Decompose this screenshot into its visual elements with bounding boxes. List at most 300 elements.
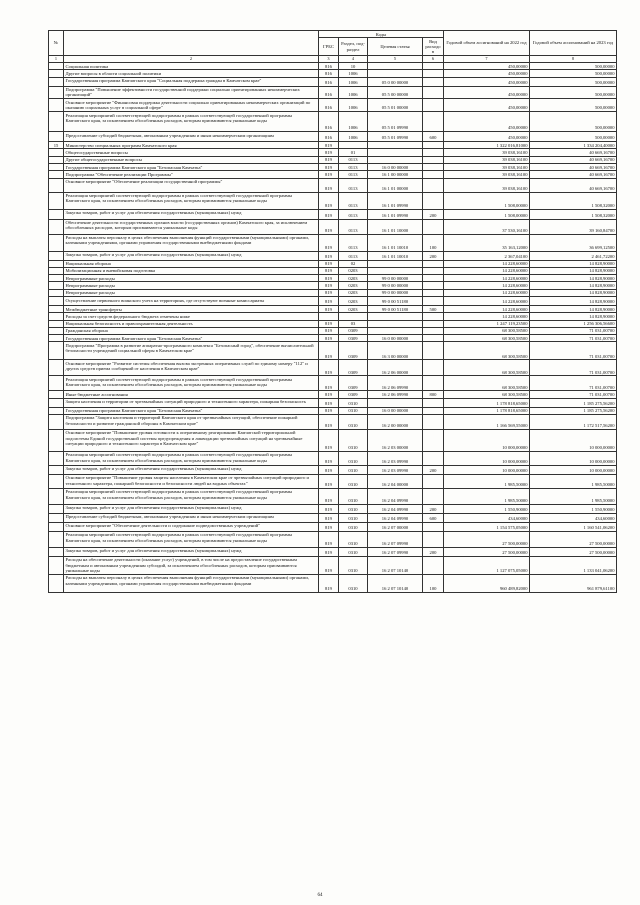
- row-volume-2022: 10 000,00000: [444, 429, 530, 451]
- table-row: [49, 267, 617, 274]
- row-section: 0203: [339, 306, 368, 313]
- row-grbs: 819: [319, 149, 339, 156]
- table-row: [49, 531, 617, 547]
- row-grbs: 816: [319, 99, 339, 112]
- table-row: [49, 547, 617, 556]
- row-volume-2022: 39 038,16100: [444, 156, 530, 163]
- row-number: [49, 414, 64, 429]
- row-volume-2022: 37 530,16100: [444, 219, 530, 234]
- row-grbs: 819: [319, 513, 339, 522]
- row-number: [49, 513, 64, 522]
- row-expense-type: [423, 313, 444, 320]
- row-target-article: 05 5 01 09990: [368, 132, 423, 142]
- row-volume-2023: 1 985,50000: [530, 474, 617, 488]
- row-name: Основное мероприятие "Повышение уровня готовности к оперативному реагированию Камчатской территориальной подсистемы Единой государственной системы предупреждения и ликвидации чрезвычайных ситуаций на чрезвычайные ситуации природного и техногенного характера в Камчатском крае": [64, 429, 319, 451]
- table-row: [49, 171, 617, 178]
- row-name: Министерство специальных программ Камчатского края: [64, 142, 319, 149]
- row-target-article: 05 5 01 00000: [368, 99, 423, 112]
- row-number: [49, 178, 64, 192]
- row-grbs: 819: [319, 156, 339, 163]
- row-number: [49, 171, 64, 178]
- row-volume-2022: 10 000,00000: [444, 451, 530, 465]
- table-row: [49, 474, 617, 488]
- row-volume-2022: 434,60000: [444, 513, 530, 522]
- row-number: 15: [49, 142, 64, 149]
- row-target-article: 16 2 04 09990: [368, 488, 423, 504]
- row-volume-2023: 961 879,61100: [530, 574, 617, 592]
- row-section: 0310: [339, 414, 368, 429]
- row-number: [49, 342, 64, 360]
- row-name: Иные бюджетные ассигнования: [64, 391, 319, 398]
- column-number: 6: [423, 56, 444, 63]
- row-section: 0203: [339, 275, 368, 282]
- row-grbs: 819: [319, 391, 339, 398]
- row-name: Национальная безопасность и правоохранительная деятельность: [64, 320, 319, 327]
- row-name: Государственная программа Камчатского края "Социальная поддержка граждан в Камчатском крае": [64, 77, 319, 86]
- row-number: [49, 376, 64, 391]
- row-number: [49, 474, 64, 488]
- table-row: [49, 429, 617, 451]
- row-grbs: 819: [319, 407, 339, 414]
- row-target-article: 16 2 03 09990: [368, 465, 423, 474]
- row-grbs: 819: [319, 251, 339, 260]
- row-number: [49, 275, 64, 282]
- row-target-article: [368, 320, 423, 327]
- row-grbs: 819: [319, 327, 339, 334]
- row-number: [49, 63, 64, 70]
- row-expense-type: [423, 156, 444, 163]
- row-volume-2023: 10 000,00000: [530, 465, 617, 474]
- row-expense-type: [423, 474, 444, 488]
- row-grbs: 819: [319, 260, 339, 267]
- row-volume-2022: 27 500,00000: [444, 531, 530, 547]
- row-target-article: [368, 156, 423, 163]
- row-expense-type: 200: [423, 547, 444, 556]
- row-volume-2023: 40 669,16700: [530, 178, 617, 192]
- row-volume-2022: 1 178 818,65000: [444, 407, 530, 414]
- row-name: Закупка товаров, работ и услуг для обеспечения государственных (муниципальных) нужд: [64, 465, 319, 474]
- row-volume-2022: 68 300,58500: [444, 376, 530, 391]
- row-volume-2023: 71 031,00700: [530, 376, 617, 391]
- row-target-article: 16 2 07 10140: [368, 556, 423, 574]
- row-grbs: 816: [319, 132, 339, 142]
- table-row: [49, 251, 617, 260]
- row-volume-2023: 1 185 275,56200: [530, 398, 617, 407]
- row-volume-2022: 68 300,58500: [444, 360, 530, 376]
- row-volume-2022: 39 038,16100: [444, 149, 530, 156]
- row-grbs: 819: [319, 320, 339, 327]
- row-volume-2022: 14 228,60000: [444, 306, 530, 313]
- row-section: 0309: [339, 360, 368, 376]
- row-target-article: [368, 260, 423, 267]
- row-expense-type: [423, 275, 444, 282]
- row-volume-2022: 39 038,16100: [444, 178, 530, 192]
- row-volume-2023: 14 828,90000: [530, 289, 617, 296]
- row-volume-2022: 1 322 016,81000: [444, 142, 530, 149]
- column-number: 1: [49, 56, 64, 63]
- row-volume-2023: 71 031,00700: [530, 342, 617, 360]
- row-volume-2022: 14 228,60000: [444, 313, 530, 320]
- row-grbs: 819: [319, 164, 339, 171]
- row-number: [49, 260, 64, 267]
- row-grbs: 819: [319, 267, 339, 274]
- row-name: Закупка товаров, работ и услуг для обеспечения государственных (муниципальных) нужд: [64, 251, 319, 260]
- row-section: 02: [339, 260, 368, 267]
- row-name: Расходы на выплаты персоналу в целях обеспечения выполнения функций государственными (муниципальными) органами, казенными учреждениями, органами управления государственными внебюджетными фондами: [64, 234, 319, 251]
- row-expense-type: [423, 178, 444, 192]
- row-section: 0113: [339, 178, 368, 192]
- row-expense-type: 200: [423, 251, 444, 260]
- header-name: [64, 31, 319, 56]
- row-name: Основное мероприятие "Финансовая поддержка деятельности социально ориентированных некоммерческих организаций по оказанию социальных услуг в социальной сфере": [64, 99, 319, 112]
- row-expense-type: [423, 376, 444, 391]
- row-volume-2022: 1 508,00000: [444, 209, 530, 219]
- row-name: Расходы на выплаты персоналу в целях обеспечения выполнения функций государственными (муниципальными) органами, казенными учреждениями, органами управления государственными внебюджетными фондами: [64, 574, 319, 592]
- row-expense-type: [423, 522, 444, 531]
- row-volume-2022: 450,00000: [444, 99, 530, 112]
- row-section: 0113: [339, 209, 368, 219]
- row-expense-type: 200: [423, 465, 444, 474]
- row-name: Предоставление субсидий бюджетным, автономным учреждениям и иным некоммерческим организациям: [64, 513, 319, 522]
- row-grbs: 819: [319, 342, 339, 360]
- row-name: Государственная программа Камчатского края "Безопасная Камчатка": [64, 407, 319, 414]
- row-number: [49, 522, 64, 531]
- row-target-article: 99 0 00 51180: [368, 306, 423, 313]
- row-number: [49, 99, 64, 112]
- row-number: [49, 156, 64, 163]
- row-name: Расходы на обеспечение деятельности (оказание услуг) учреждений, в том числе на предоставление государственным бюджетным и автономным учреждениям субсидий, за исключением обособленных расходов, которым присваиваются уникальные коды: [64, 556, 319, 574]
- row-section: 0309: [339, 327, 368, 334]
- row-volume-2023: 40 669,16700: [530, 149, 617, 156]
- row-number: [49, 313, 64, 320]
- row-expense-type: 100: [423, 234, 444, 251]
- row-number: [49, 77, 64, 86]
- row-name: Закупка товаров, работ и услуг для обеспечения государственных (муниципальных) нужд: [64, 209, 319, 219]
- row-volume-2022: 1 985,50000: [444, 488, 530, 504]
- row-volume-2023: 500,00000: [530, 132, 617, 142]
- row-section: 0310: [339, 429, 368, 451]
- row-expense-type: [423, 488, 444, 504]
- table-row: [49, 320, 617, 327]
- row-volume-2022: 2 367,04100: [444, 251, 530, 260]
- row-expense-type: [423, 112, 444, 132]
- row-target-article: [368, 149, 423, 156]
- row-volume-2023: 71 031,00700: [530, 335, 617, 342]
- row-volume-2023: 500,00000: [530, 77, 617, 86]
- row-target-article: 16 2 07 10140: [368, 574, 423, 592]
- row-number: [49, 86, 64, 99]
- table-row: [49, 342, 617, 360]
- table-row: [49, 282, 617, 289]
- row-name: Государственная программа Камчатского края "Безопасная Камчатка": [64, 164, 319, 171]
- row-name: Подпрограмма "Обеспечение реализации Программы": [64, 171, 319, 178]
- row-section: 1006: [339, 70, 368, 77]
- row-grbs: 819: [319, 275, 339, 282]
- row-number: [49, 360, 64, 376]
- row-section: 0310: [339, 531, 368, 547]
- row-section: 1006: [339, 112, 368, 132]
- row-target-article: 16 2 07 09990: [368, 531, 423, 547]
- row-expense-type: 100: [423, 574, 444, 592]
- row-expense-type: [423, 192, 444, 209]
- row-target-article: 16 0 00 00000: [368, 164, 423, 171]
- row-target-article: 16 1 01 09990: [368, 209, 423, 219]
- row-volume-2023: 2 461,72200: [530, 251, 617, 260]
- row-section: 03: [339, 320, 368, 327]
- row-target-article: [368, 63, 423, 70]
- table-row: [49, 178, 617, 192]
- row-target-article: 16 1 01 10010: [368, 251, 423, 260]
- row-target-article: [368, 267, 423, 274]
- column-number: 2: [64, 56, 319, 63]
- row-expense-type: [423, 142, 444, 149]
- row-name: Реализация мероприятий соответствующей подпрограммы в рамках соответствующей государственной программы Камчатского края, за исключением обособленных расходов, которым присваиваются уникальные коды: [64, 488, 319, 504]
- row-name: Гражданская оборона: [64, 327, 319, 334]
- row-name: Реализация мероприятий соответствующей подпрограммы в рамках соответствующей государственной программы Камчатского края, за исключением обособленных расходов, которым присваиваются уникальные коды: [64, 376, 319, 391]
- row-volume-2023: 10 000,00000: [530, 429, 617, 451]
- row-volume-2023: 14 828,90000: [530, 260, 617, 267]
- table-row: [49, 275, 617, 282]
- table-row: [49, 156, 617, 163]
- row-volume-2023: 1 508,32000: [530, 192, 617, 209]
- row-volume-2023: 14 828,90000: [530, 275, 617, 282]
- column-number: 7: [444, 56, 530, 63]
- row-expense-type: 800: [423, 391, 444, 398]
- row-expense-type: [423, 282, 444, 289]
- row-number: [49, 306, 64, 313]
- row-number: [49, 488, 64, 504]
- row-volume-2023: 500,00000: [530, 112, 617, 132]
- row-number: [49, 398, 64, 407]
- row-grbs: 819: [319, 556, 339, 574]
- table-row: [49, 234, 617, 251]
- row-section: 0203: [339, 267, 368, 274]
- row-name: Реализация мероприятий соответствующей подпрограммы в рамках соответствующей государственной программы Камчатского края, за исключением обособленных расходов, которым присваиваются уникальные коды: [64, 451, 319, 465]
- row-number: [49, 112, 64, 132]
- row-expense-type: [423, 297, 444, 306]
- row-section: 01: [339, 149, 368, 156]
- row-target-article: 05 0 00 00000: [368, 77, 423, 86]
- row-number: [49, 531, 64, 547]
- row-grbs: 819: [319, 465, 339, 474]
- row-target-article: 16 2 06 00000: [368, 360, 423, 376]
- row-name: Непрограммные расходы: [64, 282, 319, 289]
- row-target-article: 16 3 00 00000: [368, 342, 423, 360]
- row-grbs: 816: [319, 112, 339, 132]
- budget-table: [48, 30, 617, 593]
- row-number: [49, 70, 64, 77]
- row-number: [49, 192, 64, 209]
- row-volume-2023: 1 550,90000: [530, 504, 617, 513]
- row-grbs: 819: [319, 219, 339, 234]
- table-row: [49, 398, 617, 407]
- row-volume-2022: 68 300,58500: [444, 391, 530, 398]
- row-number: [49, 251, 64, 260]
- row-expense-type: [423, 164, 444, 171]
- row-expense-type: [423, 86, 444, 99]
- row-target-article: 16 1 01 10000: [368, 219, 423, 234]
- row-number: [49, 320, 64, 327]
- header-row-1: [49, 31, 617, 38]
- row-volume-2022: 1 127 075,05000: [444, 556, 530, 574]
- row-target-article: 16 0 00 00000: [368, 335, 423, 342]
- row-volume-2023: 71 031,00700: [530, 360, 617, 376]
- row-target-article: 16 2 04 09990: [368, 504, 423, 513]
- row-grbs: 816: [319, 63, 339, 70]
- row-volume-2022: 1 247 119,23500: [444, 320, 530, 327]
- table-row: [49, 414, 617, 429]
- row-target-article: 16 2 03 00000: [368, 429, 423, 451]
- row-target-article: [368, 313, 423, 320]
- row-volume-2023: 14 828,90000: [530, 313, 617, 320]
- row-expense-type: [423, 360, 444, 376]
- table-row: [49, 63, 617, 70]
- row-number: [49, 391, 64, 398]
- row-volume-2022: 14 228,60000: [444, 297, 530, 306]
- budget-rows: [49, 63, 617, 593]
- row-name: Подпрограмма "Повышение эффективности государственной поддержки социально ориентированных некоммерческих организаций": [64, 86, 319, 99]
- row-name: Реализация мероприятий соответствующей подпрограммы в рамках соответствующей государственной программы Камчатского края, за исключением обособленных расходов, которым присваиваются уникальные коды: [64, 531, 319, 547]
- row-name: Межбюджетные трансферты: [64, 306, 319, 313]
- row-expense-type: [423, 429, 444, 451]
- header-grbs: ГРБС: [319, 38, 339, 56]
- row-volume-2023: 39 160,84700: [530, 219, 617, 234]
- row-expense-type: 200: [423, 209, 444, 219]
- row-target-article: 99 0 00 00000: [368, 275, 423, 282]
- row-grbs: 819: [319, 282, 339, 289]
- row-name: Закупка товаров, работ и услуг для обеспечения государственных (муниципальных) нужд: [64, 547, 319, 556]
- row-name: Реализация мероприятий соответствующей подпрограммы в рамках соответствующей государственной программы Камчатского края, за исключением обособленных расходов, которым присваиваются уникальные коды: [64, 192, 319, 209]
- row-volume-2023: 40 669,16700: [530, 164, 617, 171]
- row-section: 10: [339, 63, 368, 70]
- row-volume-2023: 1 256 306,56600: [530, 320, 617, 327]
- row-expense-type: [423, 451, 444, 465]
- row-number: [49, 297, 64, 306]
- row-volume-2022: 960 489,82000: [444, 574, 530, 592]
- row-expense-type: 200: [423, 504, 444, 513]
- row-section: 0309: [339, 391, 368, 398]
- row-grbs: 816: [319, 77, 339, 86]
- row-volume-2022: 14 228,60000: [444, 275, 530, 282]
- table-row: [49, 142, 617, 149]
- row-grbs: 819: [319, 429, 339, 451]
- row-name: Национальная оборона: [64, 260, 319, 267]
- row-volume-2022: 68 300,58500: [444, 342, 530, 360]
- row-volume-2023: 40 669,16700: [530, 156, 617, 163]
- row-name: Основное мероприятие "Обеспечение деятельности и содержание подведомственных учреждений": [64, 522, 319, 531]
- row-volume-2023: 1 160 541,06200: [530, 522, 617, 531]
- row-volume-2023: 500,00000: [530, 86, 617, 99]
- row-number: [49, 327, 64, 334]
- row-volume-2022: 450,00000: [444, 86, 530, 99]
- row-grbs: 819: [319, 297, 339, 306]
- row-section: 0310: [339, 513, 368, 522]
- row-name: Мобилизационная и вневойсковая подготовка: [64, 267, 319, 274]
- row-name: Непрограммные расходы: [64, 289, 319, 296]
- row-section: 0203: [339, 289, 368, 296]
- row-number: [49, 574, 64, 592]
- row-grbs: 819: [319, 414, 339, 429]
- row-volume-2023: 1 985,50000: [530, 488, 617, 504]
- row-number: [49, 164, 64, 171]
- row-expense-type: [423, 335, 444, 342]
- row-section: 0203: [339, 282, 368, 289]
- row-section: 0310: [339, 474, 368, 488]
- table-row: [49, 149, 617, 156]
- row-grbs: 819: [319, 574, 339, 592]
- row-number: [49, 407, 64, 414]
- row-volume-2023: 27 500,00000: [530, 531, 617, 547]
- row-grbs: [319, 313, 339, 320]
- table-row: [49, 522, 617, 531]
- row-target-article: 16 2 04 00000: [368, 474, 423, 488]
- page-number: 64: [317, 893, 323, 898]
- row-section: 0310: [339, 407, 368, 414]
- row-name: Общегосударственные вопросы: [64, 149, 319, 156]
- row-number: [49, 149, 64, 156]
- column-number: 5: [368, 56, 423, 63]
- row-volume-2022: 1 550,90000: [444, 504, 530, 513]
- row-grbs: 819: [319, 522, 339, 531]
- row-name: Обеспечение деятельности государственных органов власти (государственных органов) Камчатского края, за исключением обособленных расходов, которым присваиваются уникальные коды: [64, 219, 319, 234]
- row-grbs: 819: [319, 178, 339, 192]
- row-number: [49, 547, 64, 556]
- table-row: [49, 70, 617, 77]
- row-name: Подпрограмма "Защита населения и территорий Камчатского края от чрезвычайных ситуаций, обеспечение пожарной безопасности и развитие гражданской обороны в Камчатском крае": [64, 414, 319, 429]
- row-volume-2022: 14 228,60000: [444, 282, 530, 289]
- table-row: [49, 327, 617, 334]
- row-volume-2023: 71 031,00700: [530, 327, 617, 334]
- table-row: [49, 574, 617, 592]
- row-volume-2023: 40 669,16700: [530, 171, 617, 178]
- table-row: [49, 335, 617, 342]
- row-name: Осуществление первичного воинского учета на территориях, где отсутствуют военные комиссариаты: [64, 297, 319, 306]
- row-expense-type: [423, 219, 444, 234]
- row-volume-2023: 500,00000: [530, 63, 617, 70]
- row-volume-2023: 14 828,90000: [530, 282, 617, 289]
- column-number: 4: [339, 56, 368, 63]
- table-row: [49, 376, 617, 391]
- row-grbs: 819: [319, 360, 339, 376]
- row-target-article: 16 2 00 00000: [368, 414, 423, 429]
- row-volume-2023: 1 508,32000: [530, 209, 617, 219]
- row-number: [49, 451, 64, 465]
- header-codes: Коды: [319, 31, 444, 38]
- row-volume-2022: 450,00000: [444, 132, 530, 142]
- row-section: 0310: [339, 504, 368, 513]
- row-target-article: 16 2 06 09990: [368, 376, 423, 391]
- row-section: 1006: [339, 77, 368, 86]
- row-name: Основное мероприятие "Повышение уровня защиты населения в Камчатском крае от чрезвычайных ситуаций природного и техногенного характера, пожарной безопасности и безопасности людей на водных объектах": [64, 474, 319, 488]
- row-grbs: 819: [319, 451, 339, 465]
- row-section: 0113: [339, 192, 368, 209]
- table-row: [49, 219, 617, 234]
- header-num: №: [49, 31, 64, 56]
- row-section: 0310: [339, 465, 368, 474]
- table-row: [49, 513, 617, 522]
- table-row: [49, 465, 617, 474]
- row-number: [49, 335, 64, 342]
- table-row: [49, 77, 617, 86]
- row-expense-type: [423, 531, 444, 547]
- table-row: [49, 132, 617, 142]
- row-expense-type: 600: [423, 513, 444, 522]
- row-volume-2023: 434,60000: [530, 513, 617, 522]
- row-target-article: 99 0 00 00000: [368, 282, 423, 289]
- row-volume-2023: 1 172 517,56200: [530, 414, 617, 429]
- row-target-article: 16 1 01 09990: [368, 192, 423, 209]
- row-name: Основное мероприятие "Обеспечение реализации государственной программы": [64, 178, 319, 192]
